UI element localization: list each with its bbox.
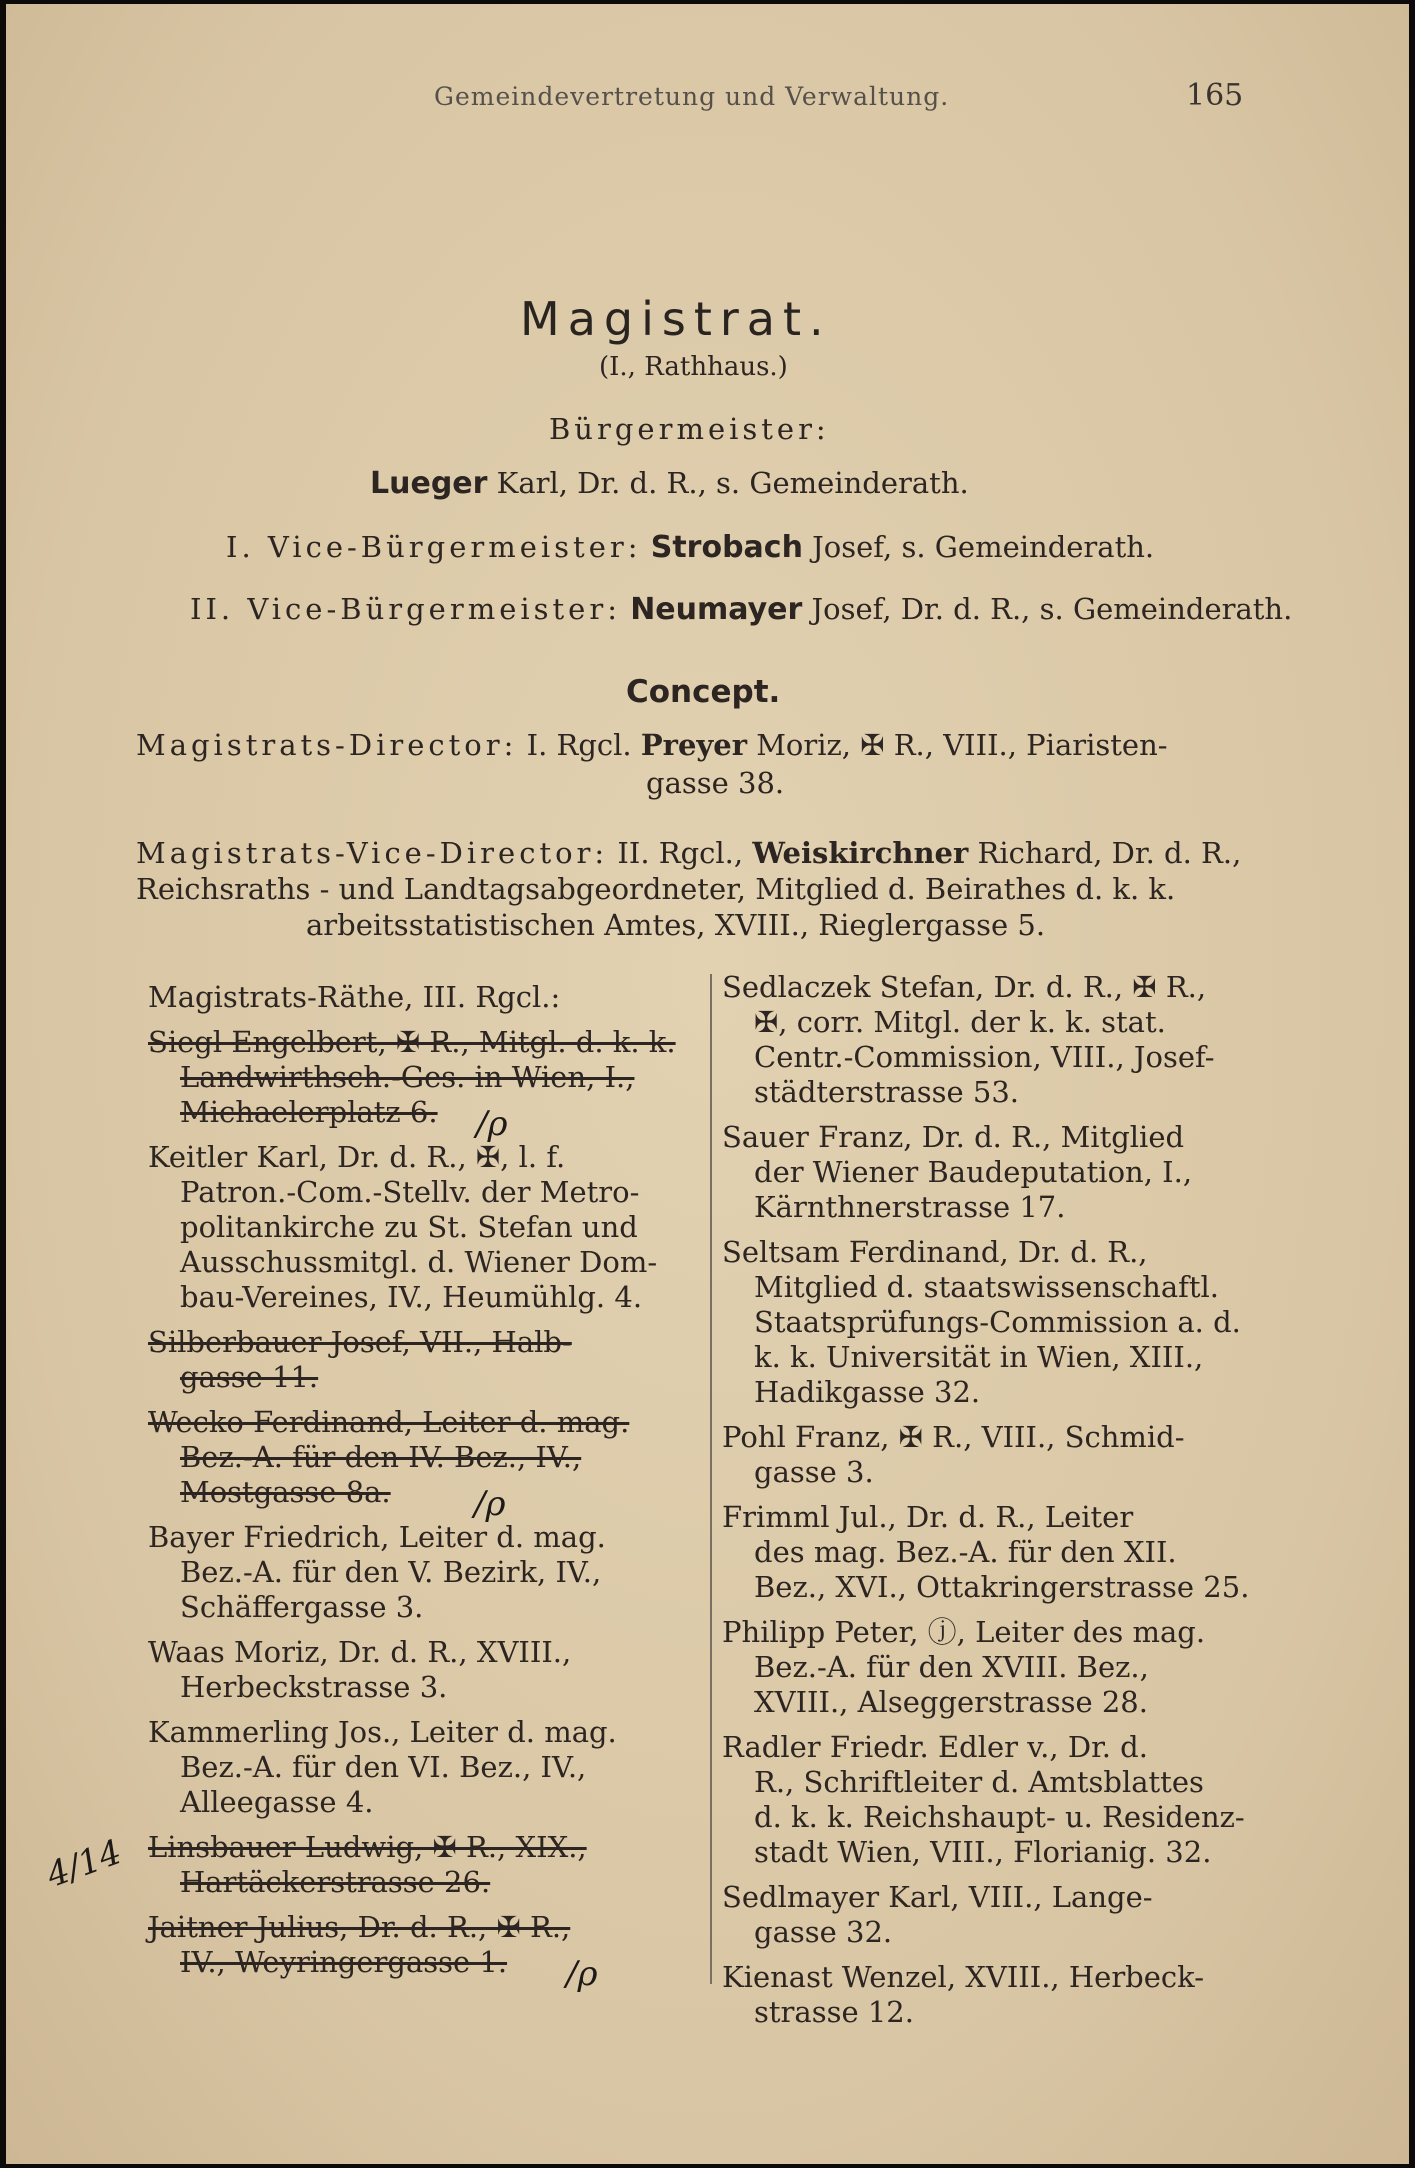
right-entry-continuation: stadt Wien, VIII., Florianig. 32.	[754, 1835, 1212, 1869]
concept-heading: Concept.	[626, 674, 781, 710]
left-entry-continuation: Ausschussmitgl. d. Wiener Dom-	[180, 1245, 658, 1279]
left-entry: Magistrats-Räthe, III. Rgcl.:	[148, 980, 561, 1014]
vice-director-name: Weiskirchner	[752, 836, 969, 870]
director-name: Preyer	[640, 728, 747, 762]
right-entry-continuation: der Wiener Baudeputation, I.,	[754, 1155, 1193, 1189]
right-entry: Radler Friedr. Edler v., Dr. d.	[722, 1730, 1148, 1764]
right-entry-continuation: R., Schriftleiter d. Amtsblattes	[754, 1765, 1204, 1799]
left-entry-continuation: Patron.-Com.-Stellv. der Metro-	[180, 1175, 640, 1209]
left-entry: Silberbauer Josef, VII., Halb-	[148, 1325, 572, 1359]
right-entry-continuation: Bez.-A. für den XVIII. Bez.,	[754, 1650, 1149, 1684]
right-entry: Sedlaczek Stefan, Dr. d. R., ✠ R.,	[722, 970, 1207, 1004]
right-entry-continuation: Mitglied d. staatswissenschaftl.	[754, 1270, 1220, 1304]
director-details: Moriz, ✠ R., VIII., Piaristen-	[756, 728, 1168, 762]
vice2-line	[190, 592, 1292, 627]
left-entry-continuation: Michaelerplatz 6.	[180, 1095, 438, 1129]
mayor-label: Bürgermeister:	[549, 412, 830, 446]
left-entry-continuation: Landwirthsch.-Ges. in Wien, I.,	[180, 1060, 635, 1094]
director-label: Magistrats-Director:	[136, 728, 518, 762]
right-entry-continuation: Hadikgasse 32.	[754, 1375, 981, 1409]
handwritten-mark: /ρ	[476, 1104, 508, 1144]
left-entry-continuation: Bez.-A. für den IV. Bez., IV.,	[180, 1440, 582, 1474]
vice-director-rank: II. Rgcl.,	[617, 836, 744, 870]
right-entry: Pohl Franz, ✠ R., VIII., Schmid-	[722, 1420, 1185, 1454]
page-number: 165	[1186, 78, 1244, 113]
left-entry: Siegl Engelbert, ✠ R., Mitgl. d. k. k.	[148, 1025, 676, 1059]
vice2-label: II. Vice-Bürgermeister:	[190, 592, 621, 626]
right-entry: Sauer Franz, Dr. d. R., Mitglied	[722, 1120, 1185, 1154]
left-entry: Waas Moriz, Dr. d. R., XVIII.,	[148, 1635, 572, 1669]
left-entry-continuation: Bez.-A. für den VI. Bez., IV.,	[180, 1750, 587, 1784]
right-entry-continuation: Kärnthnerstrasse 17.	[754, 1190, 1066, 1224]
left-entry-continuation: IV., Weyringergasse 1.	[180, 1945, 508, 1979]
right-entry: Sedlmayer Karl, VIII., Lange-	[722, 1880, 1153, 1914]
right-entry-continuation: XVIII., Alseggerstrasse 28.	[754, 1685, 1148, 1719]
director-rank: I. Rgcl.	[526, 728, 632, 762]
right-entry-continuation: strasse 12.	[754, 1995, 914, 2029]
right-entry-continuation: ✠, corr. Mitgl. der k. k. stat.	[754, 1005, 1166, 1039]
left-entry-continuation: Hartäckerstrasse 26.	[180, 1865, 491, 1899]
handwritten-mark: /ρ	[566, 1954, 598, 1994]
left-entry: Linsbauer Ludwig, ✠ R., XIX.,	[148, 1830, 587, 1864]
section-subtitle: (I., Rathhaus.)	[599, 352, 788, 382]
vice1-name: Strobach	[650, 530, 803, 565]
running-title: Gemeindevertretung und Verwaltung.	[434, 82, 950, 111]
right-entry: Kienast Wenzel, XVIII., Herbeck-	[722, 1960, 1205, 1994]
section-title: Magistrat.	[520, 292, 832, 346]
left-entry: Bayer Friedrich, Leiter d. mag.	[148, 1520, 606, 1554]
right-entry-continuation: gasse 3.	[754, 1455, 874, 1489]
right-entry-continuation: gasse 32.	[754, 1915, 893, 1949]
left-entry-continuation: Mostgasse 8a.	[180, 1475, 391, 1509]
handwritten-mark: /ρ	[474, 1484, 506, 1524]
vice-director-label: Magistrats-Vice-Director:	[136, 836, 609, 870]
left-entry-continuation: Schäffergasse 3.	[180, 1590, 424, 1624]
left-entry: Kammerling Jos., Leiter d. mag.	[148, 1715, 617, 1749]
vice1-label: I. Vice-Bürgermeister:	[226, 530, 642, 564]
right-entry: Frimml Jul., Dr. d. R., Leiter	[722, 1500, 1134, 1534]
vice-director-details: Richard, Dr. d. R.,	[977, 836, 1242, 870]
vice2-name: Neumayer	[630, 592, 803, 627]
right-entry-continuation: Bez., XVI., Ottakringerstrasse 25.	[754, 1570, 1250, 1604]
right-entry-continuation: Centr.-Commission, VIII., Josef-	[754, 1040, 1215, 1074]
right-entry: Philipp Peter, ⓙ, Leiter des mag.	[722, 1615, 1206, 1649]
director-address: gasse 38.	[646, 766, 785, 800]
mayor-line	[370, 466, 969, 501]
column-divider	[710, 974, 712, 1984]
mayor-name: Lueger	[370, 466, 488, 501]
left-entry-continuation: Herbeckstrasse 3.	[180, 1670, 448, 1704]
vice2-details: Josef, Dr. d. R., s. Gemeinderath.	[811, 592, 1293, 626]
handwritten-mark: 4/14	[41, 1832, 127, 1896]
left-entry: Keitler Karl, Dr. d. R., ✠, l. f.	[148, 1140, 566, 1174]
right-entry-continuation: des mag. Bez.-A. für den XII.	[754, 1535, 1177, 1569]
book-page	[6, 4, 1409, 2164]
left-entry-continuation: bau-Vereines, IV., Heumühlg. 4.	[180, 1280, 643, 1314]
left-entry: Jaitner Julius, Dr. d. R., ✠ R.,	[148, 1910, 571, 1944]
right-entry-continuation: d. k. k. Reichshaupt- u. Residenz-	[754, 1800, 1245, 1834]
vice-director-line3: arbeitsstatistischen Amtes, XVIII., Rieglergasse 5.	[306, 908, 1046, 942]
left-entry: Wecko Ferdinand, Leiter d. mag.	[148, 1405, 630, 1439]
right-entry-continuation: städterstrasse 53.	[754, 1075, 1020, 1109]
director-line	[136, 728, 1168, 762]
right-entry-continuation: Staatsprüfungs-Commission a. d.	[754, 1305, 1241, 1339]
vice-director-line	[136, 836, 1241, 870]
right-entry-continuation: k. k. Universität in Wien, XIII.,	[754, 1340, 1204, 1374]
vice1-line	[226, 530, 1154, 565]
left-entry-continuation: Bez.-A. für den V. Bezirk, IV.,	[180, 1555, 602, 1589]
vice-director-line2: Reichsraths - und Landtagsabgeordneter, Mitglied d. Beirathes d. k. k.	[136, 872, 1176, 906]
right-entry: Seltsam Ferdinand, Dr. d. R.,	[722, 1235, 1148, 1269]
vice1-details: Josef, s. Gemeinderath.	[812, 530, 1155, 564]
left-entry-continuation: politankirche zu St. Stefan und	[180, 1210, 638, 1244]
left-entry-continuation: gasse 11.	[180, 1360, 319, 1394]
left-entry-continuation: Alleegasse 4.	[180, 1785, 374, 1819]
mayor-details: Karl, Dr. d. R., s. Gemeinderath.	[496, 466, 969, 500]
